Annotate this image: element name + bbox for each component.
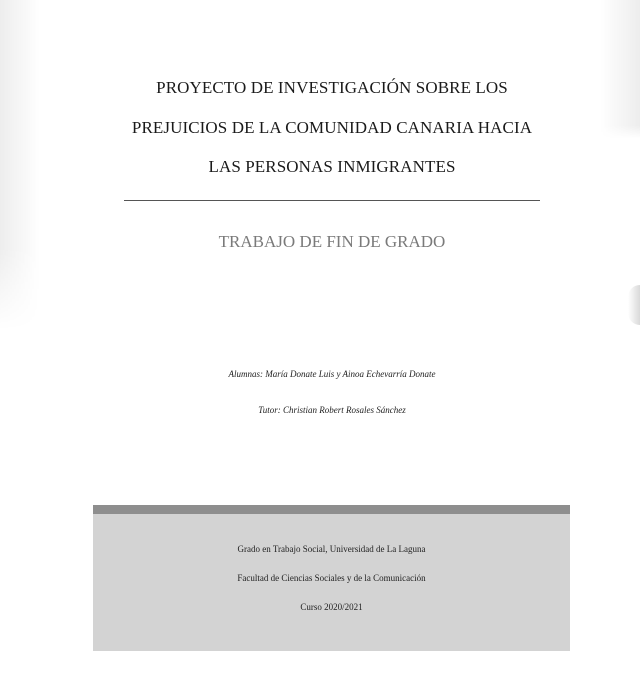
title-line-2: PREJUICIOS DE LA COMUNIDAD CANARIA HACIA bbox=[131, 118, 533, 137]
title-line-1: PROYECTO DE INVESTIGACIÓN SOBRE LOS bbox=[156, 78, 508, 97]
title-divider bbox=[124, 200, 540, 201]
document-subtitle: TRABAJO DE FIN DE GRADO bbox=[218, 232, 446, 251]
title-line-3: LAS PERSONAS INMIGRANTES bbox=[208, 157, 456, 176]
page-edge-shadow-left bbox=[0, 0, 40, 330]
footer-faculty: Facultad de Ciencias Sociales y de la Comunicación bbox=[237, 573, 426, 583]
page-edge-notch bbox=[628, 285, 640, 325]
footer-degree: Grado en Trabajo Social, Universidad de La Laguna bbox=[237, 544, 426, 554]
footer-top-bar bbox=[93, 505, 570, 514]
footer-band bbox=[93, 505, 570, 651]
tutor-credit: Tutor: Christian Robert Rosales Sánchez bbox=[258, 405, 406, 415]
footer-course: Curso 2020/2021 bbox=[300, 602, 363, 612]
page-edge-shadow-right bbox=[600, 0, 640, 330]
students-credit: Alumnas: María Donate Luis y Ainoa Echevarría Donate bbox=[228, 369, 436, 379]
